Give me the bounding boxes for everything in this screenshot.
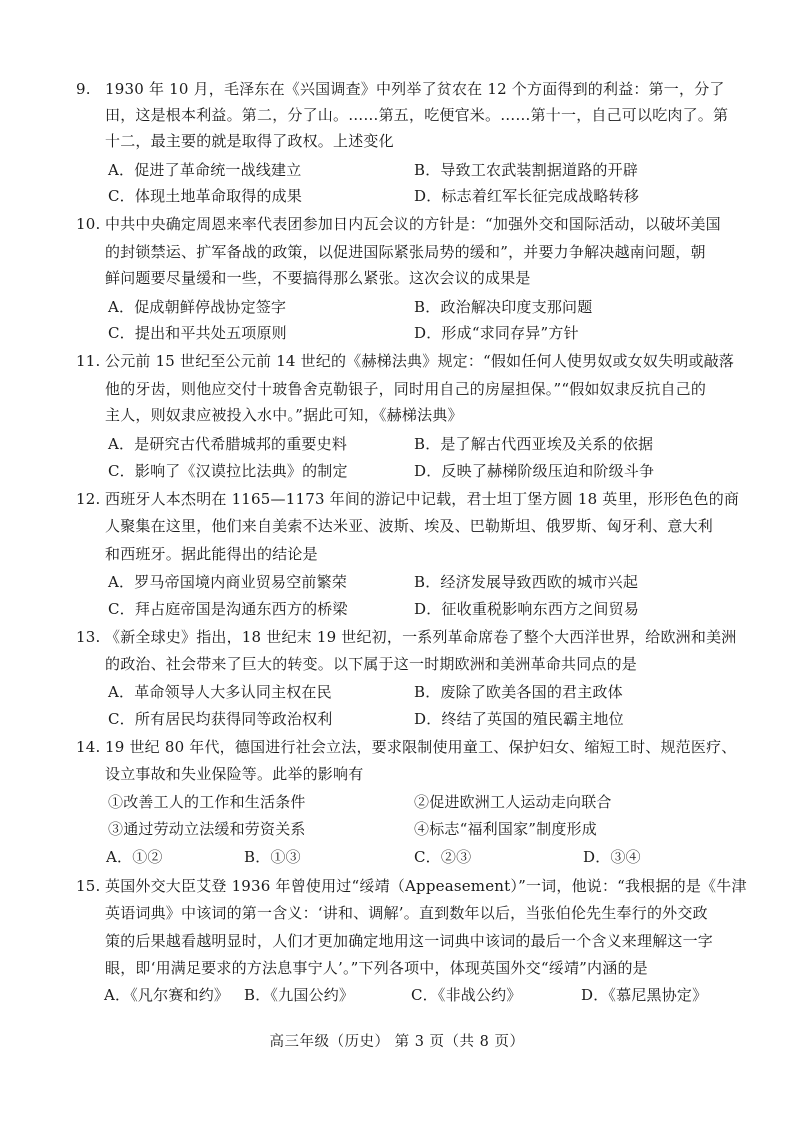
- question-stem-line: 英国外交大臣艾登 1936 年曾使用过“绥靖（Appeasement）”一词，他说：“我根据的是《牛津: [105, 877, 747, 895]
- statement-1: ①改善工人的工作和生活条件: [108, 793, 306, 811]
- question-stem-line: 中共中央确定周恩来率代表团参加日内瓦会议的方针是：“加强外交和国际活动，以破坏美国: [105, 215, 721, 233]
- question-number: 13.: [76, 628, 101, 646]
- option-d: D．终结了英国的殖民霸主地位: [414, 710, 624, 728]
- option-c: C．提出和平共处五项原则: [108, 324, 287, 342]
- option-a: A．是研究古代希腊城邦的重要史料: [108, 435, 348, 453]
- question-stem-line: 眼，即‘用满足要求的方法息事宁人’。”下列各项中，体现英国外交“绥靖”内涵的是: [105, 959, 648, 977]
- question-stem-line: 策的后果越看越明显时，人们才更加确定地用这一词典中该词的最后一个含义来理解这一字: [105, 932, 714, 950]
- option-a: A．促进了革命统一战线建立: [108, 161, 302, 179]
- option-a: A．罗马帝国境内商业贸易空前繁荣: [108, 573, 348, 591]
- question-stem-line: 1930 年 10 月，毛泽东在《兴国调查》中列举了贫农在 12 个方面得到的利益：第一，分了: [105, 80, 725, 98]
- option-d: D．标志着红军长征完成战略转移: [414, 187, 640, 205]
- option-b: B．废除了欧美各国的君主政体: [414, 683, 623, 701]
- option-c: C．影响了《汉谟拉比法典》的制定: [108, 462, 348, 480]
- option-c: C．所有居民均获得同等政治权利: [108, 710, 333, 728]
- option-a: A．革命领导人大多认同主权在民: [108, 683, 332, 701]
- question-stem-line: 主人，则奴隶应被投入水中。”据此可知，《赫梯法典》: [105, 406, 463, 424]
- option-b: B．政治解决印度支那问题: [414, 298, 593, 316]
- question-number: 11.: [76, 352, 101, 370]
- question-stem-line: 鲜问题要尽量缓和一些，不要搞得那么紧张。这次会议的成果是: [105, 269, 531, 287]
- option-a: A．促成朝鲜停战协定签字: [108, 298, 287, 316]
- option-b: B．导致工农武装割据道路的开辟: [414, 161, 639, 179]
- question-stem-line: 《新全球史》指出，18 世纪末 19 世纪初，一系列革命席卷了整个大西洋世界，给欧洲和美洲: [105, 628, 737, 646]
- question-number: 9.: [76, 80, 91, 98]
- question-stem-line: 西班牙人本杰明在 1165—1173 年间的游记中记载，君士坦丁堡方圆 18 英里，形形色色的商: [105, 490, 740, 508]
- option-a: A．①②: [106, 848, 163, 866]
- option-c: C．拜占庭帝国是沟通东西方的桥梁: [108, 600, 348, 618]
- question-number: 10.: [76, 215, 101, 233]
- option-d: D．反映了赫梯阶级压迫和阶级斗争: [414, 462, 655, 480]
- option-c: C．《非战公约》: [411, 986, 522, 1004]
- question-number: 15.: [76, 877, 101, 895]
- option-b: B．是了解古代西亚埃及关系的依据: [414, 435, 654, 453]
- question-stem-line: 和西班牙。据此能得出的结论是: [105, 545, 318, 563]
- question-stem-line: 田，这是根本利益。第二，分了山。……第五，吃便官米。……第十一，自己可以吃肉了。第: [105, 106, 729, 124]
- statement-2: ②促进欧洲工人运动走向联合: [414, 793, 612, 811]
- question-stem-line: 设立事故和失业保险等。此举的影响有: [105, 765, 364, 783]
- option-c: C．②③: [414, 848, 472, 866]
- question-stem-line: 19 世纪 80 年代，德国进行社会立法，要求限制使用童工、保护妇女、缩短工时、规范医疗、: [105, 738, 737, 756]
- question-stem-line: 他的牙齿，则他应交付十玻鲁舍克勒银子，同时用自己的房屋担保。”“假如奴隶反抗自己的: [105, 380, 707, 398]
- statement-3: ③通过劳动立法缓和劳资关系: [108, 820, 306, 838]
- option-b: B．经济发展导致西欧的城市兴起: [414, 573, 639, 591]
- statement-4: ④标志“福利国家”制度形成: [414, 820, 597, 838]
- question-stem-line: 十二，最主要的就是取得了政权。上述变化: [105, 132, 394, 150]
- option-d: D．征收重税影响东西方之间贸易: [414, 600, 640, 618]
- option-b: B．《九国公约》: [244, 986, 355, 1004]
- page-footer: 高三年级（历史） 第 3 页（共 8 页）: [269, 1034, 525, 1050]
- question-stem-line: 的政治、社会带来了巨大的转变。以下属于这一时期欧洲和美洲革命共同点的是: [105, 655, 638, 673]
- question-stem-line: 英语词典》中该词的第一含义：‘讲和、调解’。直到数年以后，当张伯伦先生奉行的外交政: [105, 904, 708, 922]
- option-c: C．体现土地革命取得的成果: [108, 187, 303, 205]
- option-d: D．形成“求同存异”方针: [414, 324, 579, 342]
- question-number: 12.: [76, 490, 101, 508]
- question-stem-line: 的封锁禁运、扩军备战的政策，以促进国际紧张局势的缓和”，并要力争解决越南问题，朝: [105, 243, 706, 261]
- option-d: D．《慕尼黑协定》: [581, 986, 708, 1004]
- question-stem-line: 公元前 15 世纪至公元前 14 世纪的《赫梯法典》规定：“假如任何人使男奴或女奴失明或敲落: [105, 352, 735, 370]
- option-b: B．①③: [244, 848, 301, 866]
- option-a: A．《凡尔赛和约》: [104, 986, 230, 1004]
- question-stem-line: 人聚集在这里，他们来自美索不达米亚、波斯、埃及、巴勒斯坦、俄罗斯、匈牙利、意大利: [105, 517, 714, 535]
- option-d: D．③④: [583, 848, 641, 866]
- question-number: 14.: [76, 738, 101, 756]
